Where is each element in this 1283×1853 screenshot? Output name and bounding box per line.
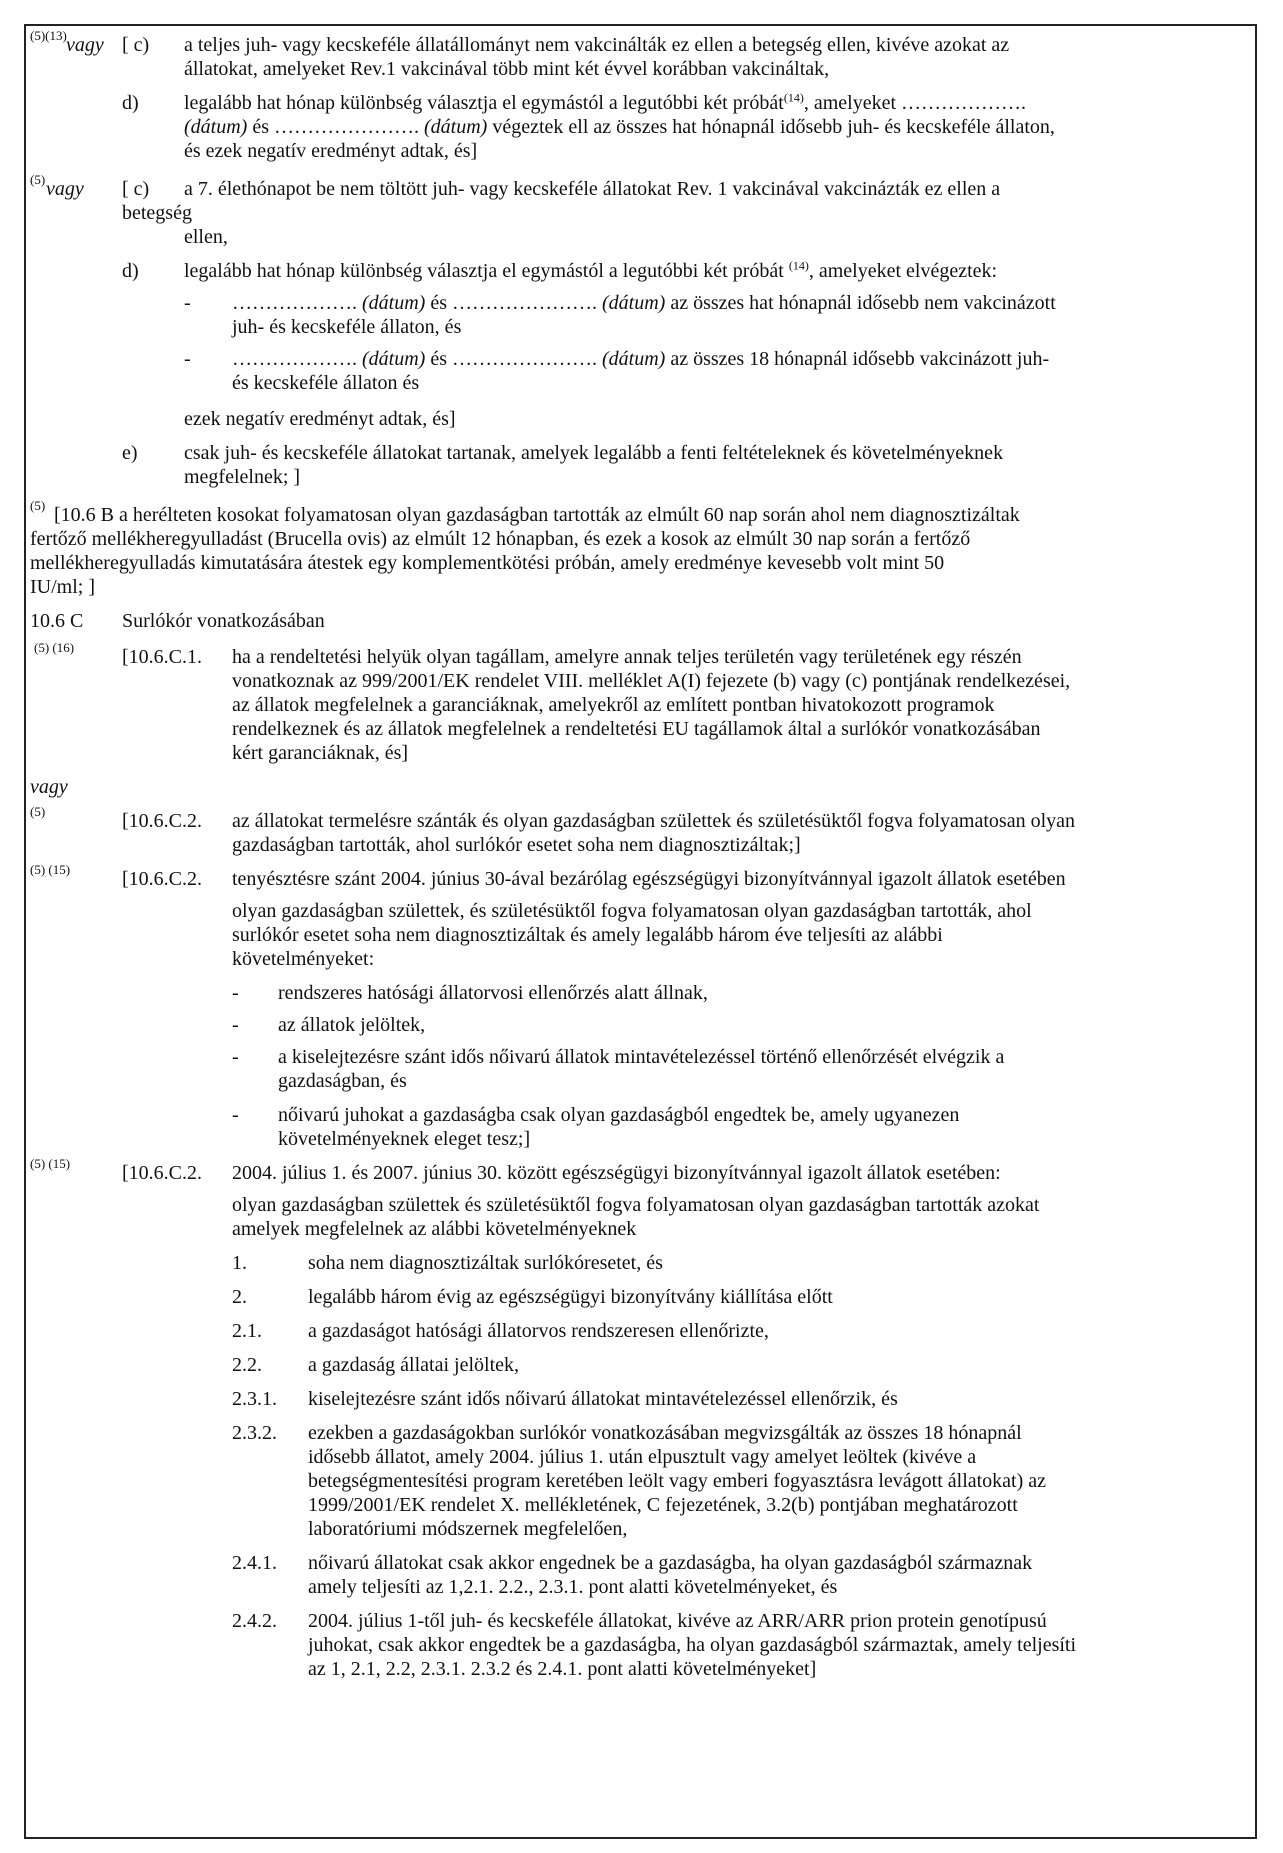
- text-line: surlókór esetet soha nem diagnosztizáltak és amely legalább három éve teljesíti az alábbi: [232, 924, 943, 946]
- text-line: juh- és kecskeféle állaton, és: [232, 316, 462, 338]
- list-item-text: az 1, 2.1, 2.2, 2.3.1. 2.3.2 és 2.4.1. pont alatti követelményeket]: [308, 1658, 817, 1680]
- list-item-text: 1999/2001/EK rendelet X. mellékletének, C fejezetének, 3.2(b) pontjában meghatározott: [308, 1494, 1018, 1516]
- vagy-label: vagy: [66, 34, 104, 56]
- dash-marker: -: [232, 1046, 239, 1068]
- list-item-text: a gazdaságot hatósági állatorvos rendszeresen ellenőrizte,: [308, 1320, 769, 1342]
- list-item-number: 2.2.: [232, 1354, 262, 1376]
- dash-marker: -: [232, 982, 239, 1004]
- text-line: az állatok megfelelnek a garanciáknak, amelyekről az említett pontban hivatokozott programok: [232, 694, 995, 716]
- dash-marker: -: [184, 348, 191, 370]
- item-label: [10.6.C.1.: [122, 646, 202, 668]
- item-label-d: d): [122, 260, 139, 282]
- text-line: ha a rendeltetési helyük olyan tagállam, amelyre annak teljes területén vagy területének egy részén: [232, 646, 1022, 668]
- list-item-text: nőivarú állatokat csak akkor engednek be a gazdaságba, ha olyan gazdaságból származnak: [308, 1552, 1033, 1574]
- text-line: és kecskeféle állaton és: [232, 372, 420, 394]
- footnote-ref: (5)(13): [30, 28, 67, 43]
- text-line: és ezek negatív eredményt adtak, és]: [184, 140, 478, 162]
- text-line: ………………. (dátum) és …………………. (dátum) az összes hat hónapnál idősebb nem vakcinázott: [232, 292, 1056, 314]
- list-item-text: 2004. július 1-től juh- és kecskeféle állatokat, kivéve az ARR/ARR prion protein genotípusú: [308, 1610, 1047, 1632]
- list-item-text: legalább három évig az egészségügyi bizonyítvány kiállítása előtt: [308, 1286, 833, 1308]
- footnote-ref: (5) (15): [30, 1156, 71, 1171]
- list-item-number: 2.4.1.: [232, 1552, 277, 1574]
- text-line: rendszeres hatósági állatorvosi ellenőrzés alatt állnak,: [278, 982, 708, 1004]
- list-item-text: amely teljesíti az 1,2.1. 2.2., 2.3.1. pont alatti követelményeket, és: [308, 1576, 838, 1598]
- text-line: 2004. július 1. és 2007. június 30. között egészségügyi bizonyítvánnyal igazolt állatok esetében:: [232, 1162, 1001, 1184]
- text-line: vonatkoznak az 999/2001/EK rendelet VIII. melléklet A(I) fejezete (b) vagy (c) pontjának rendelkezései,: [232, 670, 1071, 692]
- text-line: nőivarú juhokat a gazdaságba csak olyan gazdaságból engedtek be, amely ugyanezen: [278, 1104, 960, 1126]
- text-line: a teljes juh- vagy kecskeféle állatállományt nem vakcinálták ez ellen a betegség ellen, kivéve azokat az: [184, 34, 1010, 56]
- item-label-e: e): [122, 442, 138, 464]
- footnote-ref: (5): [30, 498, 46, 513]
- list-item-text: juhokat, csak akkor engedtek be a gazdaságba, ha olyan gazdaságból származtak, amely teljesíti: [308, 1634, 1077, 1656]
- text-line: olyan gazdaságban születtek, és születésüktől fogva folyamatosan olyan gazdaságban tartották, ahol: [232, 900, 1032, 922]
- text-line: az állatok jelöltek,: [278, 1014, 426, 1036]
- text-line: fertőző mellékheregyulladást (Brucella ovis) az elmúlt 12 hónapban, és ezek a kosok az elmúlt 30 nap során a fertőző: [30, 528, 971, 550]
- item-label: [10.6.C.2.: [122, 868, 202, 890]
- list-item-number: 2.3.1.: [232, 1388, 277, 1410]
- text-line: gazdaságban, és: [278, 1070, 407, 1092]
- list-item-number: 2.1.: [232, 1320, 262, 1342]
- text-line: betegség: [122, 202, 192, 224]
- item-label: [10.6.C.2.: [122, 810, 202, 832]
- list-item-number: 2.4.2.: [232, 1610, 277, 1632]
- text-line: mellékheregyulladás kimutatására átestek egy komplementkötési próbán, amely eredménye kevesebb volt mint 50: [30, 552, 945, 574]
- text-line: gazdaságban tartották, ahol surlókór esetet soha nem diagnosztizáltak;]: [232, 834, 801, 856]
- text-line: [10.6 B a herélteten kosokat folyamatosan olyan gazdaságban tartották az elmúlt 60 nap során ahol nem diagnosztizáltak: [54, 504, 1020, 526]
- vagy-label: vagy: [30, 776, 68, 798]
- list-item-text: ezekben a gazdaságokban surlókór vonatkozásában megvizsgálták az összes 18 hónapnál: [308, 1422, 1022, 1444]
- dash-marker: -: [232, 1014, 239, 1036]
- item-label-c: [ c): [122, 34, 150, 56]
- text-line: állatokat, amelyeket Rev.1 vakcinával több mint két évvel korábban vakcináltak,: [184, 58, 830, 80]
- text-line: követelményeknek eleget tesz;]: [278, 1128, 531, 1150]
- text-line: megfelelnek; ]: [184, 466, 301, 488]
- list-item-number: 2.: [232, 1286, 247, 1308]
- text-line: IU/ml; ]: [30, 576, 95, 598]
- text-line: követelményeket:: [232, 948, 375, 970]
- list-item-text: kiselejtezésre szánt idős nőivarú állatokat mintavételezéssel ellenőrzik, és: [308, 1388, 898, 1410]
- text-line: a kiselejtezésre szánt idős nőivarú állatok mintavételezéssel történő ellenőrzését elvégzik a: [278, 1046, 1005, 1068]
- text-line: tenyésztésre szánt 2004. június 30-ával bezárólag egészségügyi bizonyítvánnyal igazolt állatok esetében: [232, 868, 1066, 890]
- dash-marker: -: [184, 292, 191, 314]
- item-label: [10.6.C.2.: [122, 1162, 202, 1184]
- document-page: [24, 24, 1257, 1839]
- text-line: amelyek megfelelnek az alábbi követelményeknek: [232, 1218, 637, 1240]
- text-line: kért garanciáknak, és]: [232, 742, 409, 764]
- list-item-text: betegségmentesítési program keretében leölt vagy emberi fogyasztásra levágott állatokat) az: [308, 1470, 1047, 1492]
- section-title: Surlókór vonatkozásában: [122, 610, 325, 632]
- text-line: olyan gazdaságban születtek és születésüktől fogva folyamatosan olyan gazdaságban tartották azokat: [232, 1194, 1040, 1216]
- text-line: rendelkeznek és az állatok megfelelnek a rendeltetési EU tagállamok által a surlókór vonatkozásában: [232, 718, 1041, 740]
- list-item-text: a gazdaság állatai jelöltek,: [308, 1354, 520, 1376]
- text-line: a 7. élethónapot be nem töltött juh- vagy kecskeféle állatokat Rev. 1 vakcinával vakcinázták ez ellen a: [184, 178, 1001, 200]
- text-line: ………………. (dátum) és …………………. (dátum) az összes 18 hónapnál idősebb vakcinázott juh-: [232, 348, 1050, 370]
- footnote-ref: (5): [30, 804, 46, 819]
- text-line: csak juh- és kecskeféle állatokat tartanak, amelyek legalább a fenti feltételeknek és követelményeknek: [184, 442, 1004, 464]
- list-item-number: 1.: [232, 1252, 247, 1274]
- text-line: (dátum) és …………………. (dátum) végeztek ell az összes hat hónapnál idősebb juh- és kecskeféle állaton,: [184, 116, 1055, 138]
- footnote-ref: (5) (15): [30, 862, 71, 877]
- text-line: az állatokat termelésre szánták és olyan gazdaságban születtek és születésüktől fogva folyamatosan olyan: [232, 810, 1076, 832]
- footnote-ref: (5) (16): [34, 640, 75, 655]
- text-line: ezek negatív eredményt adtak, és]: [184, 408, 456, 430]
- item-label-d: d): [122, 92, 139, 114]
- list-item-text: idősebb állatot, amely 2004. július 1. után elpusztult vagy amelyet leöltek (kivéve a: [308, 1446, 977, 1468]
- text-line: legalább hat hónap különbség választja el egymástól a legutóbbi két próbát$^{(14)}$, amelyeket ……………….: [184, 90, 1027, 114]
- text-line: ellen,: [184, 226, 228, 248]
- list-item-text: soha nem diagnosztizáltak surlókóresetet, és: [308, 1252, 663, 1274]
- list-item-number: 2.3.2.: [232, 1422, 277, 1444]
- section-number: 10.6 C: [30, 610, 84, 632]
- footnote-ref: (5): [30, 172, 46, 187]
- vagy-label: vagy: [46, 178, 84, 200]
- list-item-text: laboratóriumi módszernek megfelelően,: [308, 1518, 628, 1540]
- dash-marker: -: [232, 1104, 239, 1126]
- item-label-c: [ c): [122, 178, 150, 200]
- text-line: legalább hat hónap különbség választja el egymástól a legutóbbi két próbát $^{(14)}$, amelyeket elvégeztek:: [184, 258, 998, 282]
